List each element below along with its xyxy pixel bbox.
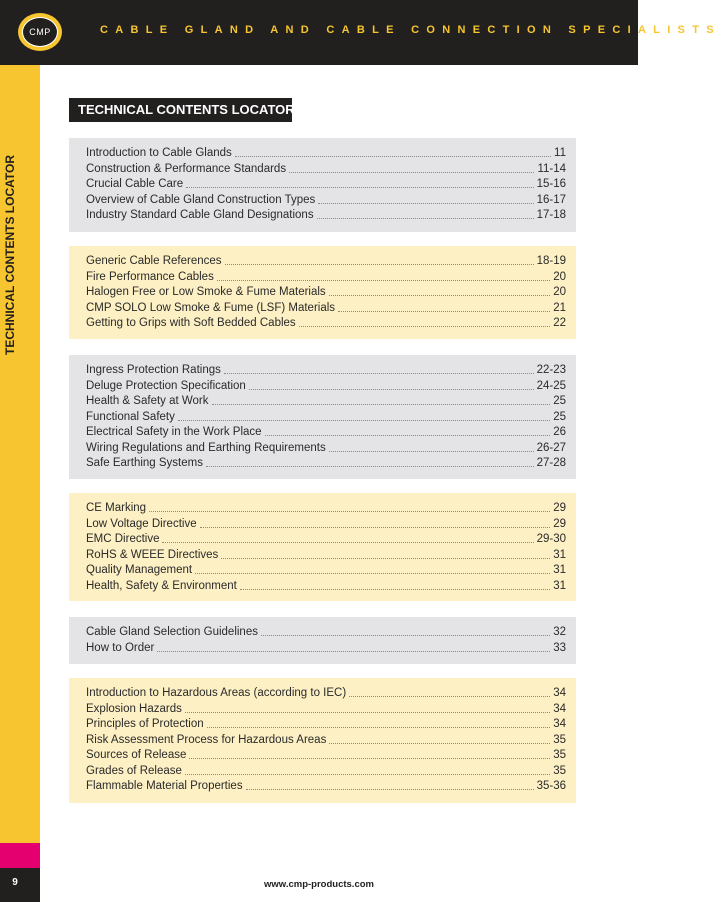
toc-entry-page: 18-19 [536, 255, 566, 267]
dot-leader [289, 162, 534, 173]
toc-entry [86, 363, 566, 379]
toc-entry-page: 16-17 [536, 193, 566, 206]
toc-section [69, 493, 576, 601]
toc-entry [86, 316, 566, 332]
top-banner [0, 0, 721, 65]
dot-leader [206, 456, 534, 467]
toc-section [69, 617, 576, 664]
toc-entry-title: Crucial Cable Care [86, 178, 184, 190]
toc-entry-page: 29 [553, 517, 566, 530]
dot-leader [212, 394, 551, 405]
toc-entry [86, 625, 566, 641]
toc-entry [86, 285, 566, 301]
toc-entry-page: 35-36 [536, 780, 566, 792]
dot-leader [149, 501, 550, 512]
dot-leader [157, 641, 550, 652]
toc-entry-title: Generic Cable References [86, 255, 222, 267]
toc-entry-title: Industry Standard Cable Gland Designations [86, 209, 314, 221]
toc-entry [86, 177, 566, 193]
toc-entry [86, 748, 566, 764]
toc-entry [86, 394, 566, 410]
toc-entry-title: Construction & Performance Standards [86, 162, 287, 175]
toc-entry-page: 22 [553, 317, 566, 329]
toc-entry-page: 33 [553, 641, 566, 654]
toc-entry-title: Deluge Protection Specification [86, 379, 246, 392]
toc-entry-title: Wiring Regulations and Earthing Requirements [86, 441, 326, 454]
toc-entry [86, 764, 566, 780]
toc-entry [86, 563, 566, 579]
toc-entry-page: 25 [553, 395, 566, 407]
dot-leader [224, 363, 534, 374]
toc-entry-page: 22-23 [536, 364, 566, 376]
toc-entry-page: 34 [553, 687, 566, 699]
toc-entry [86, 146, 566, 162]
dot-leader [329, 733, 550, 744]
toc-entry-page: 26 [553, 426, 566, 438]
accent-block [0, 843, 40, 868]
toc-entry [86, 456, 566, 472]
dot-leader [246, 779, 534, 790]
toc-entry [86, 208, 566, 224]
dot-leader [221, 548, 550, 559]
toc-entry [86, 301, 566, 317]
dot-leader [185, 702, 550, 713]
toc-entry-title: Quality Management [86, 564, 193, 576]
toc-entry-title: Halogen Free or Low Smoke & Fume Materials [86, 286, 326, 298]
toc-entry-title: Fire Performance Cables [86, 270, 214, 283]
dot-leader [235, 146, 551, 157]
toc-entry [86, 441, 566, 457]
toc-entry-page: 31 [553, 579, 566, 592]
dot-leader [349, 686, 550, 697]
toc-section [69, 138, 576, 232]
dot-leader [338, 301, 550, 312]
toc-entry-page: 26-27 [536, 441, 566, 454]
dot-leader [162, 532, 533, 543]
toc-entry-title: Electrical Safety in the Work Place [86, 426, 262, 438]
toc-entry-page: 34 [553, 702, 566, 715]
toc-entry [86, 517, 566, 533]
toc-entry-title: Explosion Hazards [86, 702, 182, 715]
dot-leader [178, 410, 550, 421]
sidebar [0, 65, 40, 843]
tagline: CABLE GLAND AND CABLE CONNECTION SPECIALISTS [100, 24, 721, 36]
toc-entry-page: 32 [553, 626, 566, 638]
toc-section [69, 355, 576, 479]
dot-leader [217, 270, 550, 281]
toc-entry-page: 25 [553, 410, 566, 423]
dot-leader [317, 208, 534, 219]
toc-entry [86, 733, 566, 749]
toc-entry-title: Overview of Cable Gland Construction Types [86, 193, 316, 206]
dot-leader [261, 625, 550, 636]
toc-entry-page: 27-28 [536, 457, 566, 469]
toc-entry-title: Health, Safety & Environment [86, 579, 237, 592]
toc-entry-title: Flammable Material Properties [86, 780, 243, 792]
dot-leader [200, 517, 551, 528]
dot-leader [189, 748, 550, 759]
toc-entry [86, 702, 566, 718]
toc-entry [86, 270, 566, 286]
toc-entry-page: 29-30 [536, 533, 566, 545]
toc-entry [86, 410, 566, 426]
sidebar-label: TECHNICAL CONTENTS LOCATOR [3, 155, 17, 355]
toc-entry-title: Low Voltage Directive [86, 517, 197, 530]
toc-entry-title: RoHS & WEEE Directives [86, 548, 219, 561]
toc-entry-page: 35 [553, 749, 566, 761]
toc-section [69, 678, 576, 803]
toc-entry-page: 11 [554, 147, 566, 159]
toc-entry-title: Introduction to Hazardous Areas (according to IEC) [86, 687, 347, 699]
toc-entry-title: Principles of Protection [86, 718, 204, 730]
toc-entry-title: Getting to Grips with Soft Bedded Cables [86, 317, 296, 329]
toc-entry-title: Risk Assessment Process for Hazardous Areas [86, 733, 327, 746]
toc-entry-page: 17-18 [536, 209, 566, 221]
dot-leader [318, 193, 533, 204]
dot-leader [265, 425, 551, 436]
toc-entry [86, 686, 566, 702]
toc-entry [86, 254, 566, 270]
dot-leader [207, 717, 551, 728]
toc-entry-page: 11-14 [537, 162, 566, 175]
toc-entry-page: 24-25 [536, 379, 566, 392]
dot-leader [240, 579, 550, 590]
page-number: 9 [12, 877, 18, 888]
toc-entry-page: 29 [553, 502, 566, 514]
toc-entry-page: 35 [553, 764, 566, 777]
toc-entry [86, 532, 566, 548]
toc-entry-page: 21 [553, 301, 566, 314]
toc-entry [86, 579, 566, 595]
dot-leader [186, 177, 533, 188]
toc-entry-page: 15-16 [536, 178, 566, 190]
toc-entry-title: Ingress Protection Ratings [86, 364, 221, 376]
toc-entry-title: EMC Directive [86, 533, 160, 545]
toc-entry [86, 379, 566, 395]
dot-leader [329, 285, 551, 296]
dot-leader [299, 316, 551, 327]
dot-leader [185, 764, 550, 775]
toc-entry-title: Introduction to Cable Glands [86, 147, 232, 159]
toc-entry-page: 31 [553, 548, 566, 561]
toc-entry-title: CMP SOLO Low Smoke & Fume (LSF) Materials [86, 301, 336, 314]
cmp-logo [18, 13, 62, 51]
toc-entry [86, 162, 566, 178]
page-title: TECHNICAL CONTENTS LOCATOR [69, 98, 292, 122]
toc-entry [86, 425, 566, 441]
toc-entry-page: 20 [553, 270, 566, 283]
toc-entry [86, 548, 566, 564]
toc-entry [86, 779, 566, 795]
toc-entry-title: CE Marking [86, 502, 147, 514]
toc-entry [86, 501, 566, 517]
toc-entry-title: Sources of Release [86, 749, 187, 761]
toc-entry-title: Health & Safety at Work [86, 395, 209, 407]
toc-section [69, 246, 576, 339]
toc-entry-title: How to Order [86, 641, 155, 654]
logo-text: CMP [22, 17, 58, 47]
toc-entry-page: 35 [553, 733, 566, 746]
toc-entry-page: 31 [553, 564, 566, 576]
toc-entry [86, 641, 566, 657]
toc-entry [86, 193, 566, 209]
toc-entry-page: 20 [553, 286, 566, 298]
toc-entry-title: Cable Gland Selection Guidelines [86, 626, 258, 638]
toc-entry-title: Functional Safety [86, 410, 175, 423]
dot-leader [329, 441, 534, 452]
dot-leader [249, 379, 534, 390]
toc-entry [86, 717, 566, 733]
dot-leader [195, 563, 550, 574]
dot-leader [225, 254, 534, 265]
website-url: www.cmp-products.com [264, 879, 374, 890]
toc-entry-page: 34 [553, 718, 566, 730]
toc-entry-title: Grades of Release [86, 764, 182, 777]
toc-entry-title: Safe Earthing Systems [86, 457, 203, 469]
